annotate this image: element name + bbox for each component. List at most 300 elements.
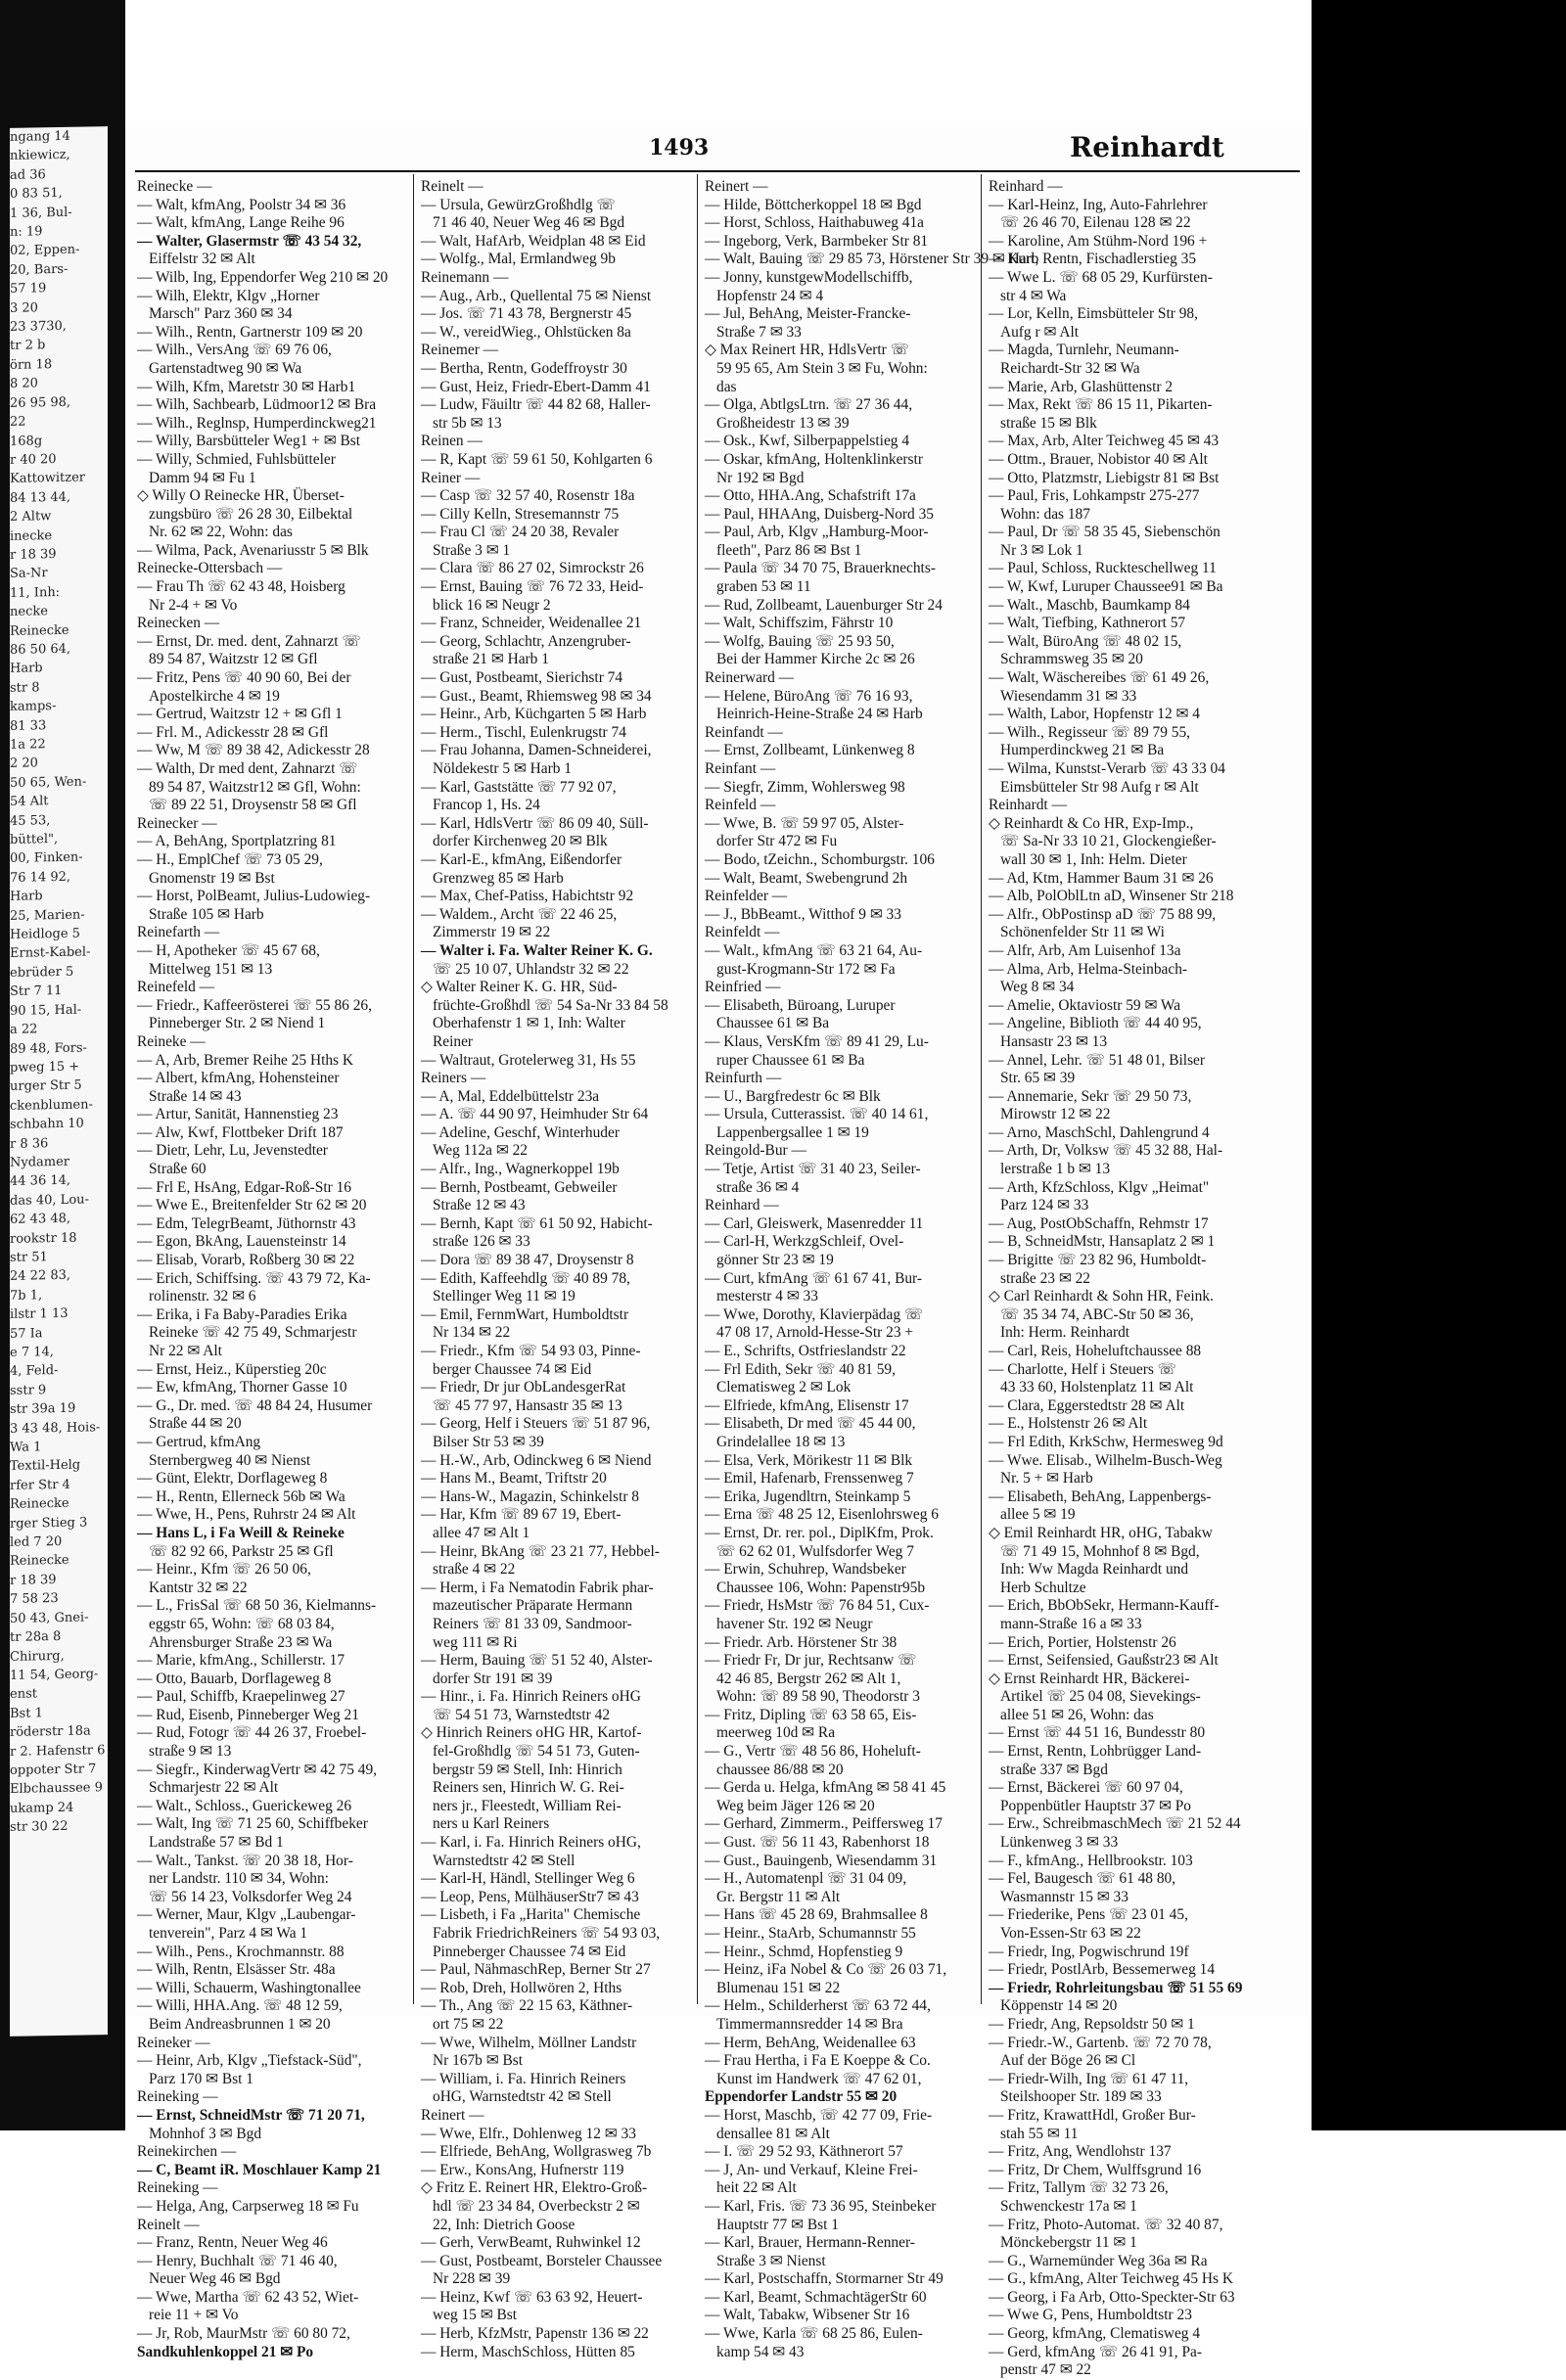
directory-entry: — Elisabeth, BehAng, Lappenbergs- [989, 1488, 1212, 1505]
directory-entry: dorfer Kirchenweg 20 ✉ Blk [433, 833, 608, 850]
directory-entry: — Kurt, Rentn, Fischadlerstieg 35 [989, 251, 1197, 268]
directory-entry: ☏ 35 34 74, ABC-Str 50 ✉ 36, [1000, 1305, 1194, 1323]
adjacent-page-line: 26 95 98, [10, 394, 71, 411]
directory-entry: — Elfriede, kfmAng, Elisenstr 17 [705, 1396, 909, 1414]
adjacent-page-line: r 18 39 [10, 1572, 57, 1588]
directory-entry: — Wilh, Kfm, Maretstr 30 ✉ Harb1 [137, 378, 356, 395]
adjacent-page-line: 25, Marien- [10, 907, 85, 924]
surname-heading: Reinert — [705, 178, 768, 195]
directory-entry: ☏ 26 46 70, Eilenau 128 ✉ 22 [1000, 214, 1191, 232]
directory-entry: — Ottm., Brauer, Nobistor 40 ✉ Alt [989, 450, 1208, 468]
adjacent-page-line: schbahn 10 [10, 1116, 84, 1132]
header-rule [135, 170, 1300, 172]
adjacent-page-line: rookstr 18 [10, 1230, 77, 1247]
adjacent-page-line: 7 58 23 [10, 1591, 59, 1608]
directory-entry: — Cilly Kelln, Stresemannstr 75 [421, 505, 620, 523]
adjacent-page-line: r 40 20 [10, 451, 57, 468]
directory-entry: — Paul, HHAAng, Duisberg-Nord 35 [705, 505, 934, 523]
directory-entry: — Willy, Schmied, Fuhlsbütteler [137, 450, 336, 468]
adjacent-page-line: r 18 39 [10, 546, 57, 563]
directory-entry: — H., Rentn, Ellerneck 56b ✉ Wa [137, 1488, 345, 1505]
directory-entry: — Wwe L. ☏ 68 05 29, Kurfürsten- [989, 268, 1213, 286]
directory-entry: ruper Chaussee 61 ✉ Ba [716, 1051, 865, 1069]
directory-entry: ☏ 45 77 97, Hansastr 35 ✉ 13 [433, 1396, 622, 1414]
directory-entry: — Alfr., ObPostinsp aD ☏ 75 88 99, [989, 905, 1217, 923]
directory-entry: dorfer Str 191 ✉ 39 [433, 1670, 553, 1687]
directory-entry: — Gerh, VerwBeamt, Ruhwinkel 12 [421, 2234, 641, 2252]
surname-heading: Reineker — [137, 2034, 210, 2051]
directory-entry: — Wwe, Elfr., Dohlenweg 12 ✉ 33 [421, 2125, 636, 2142]
adjacent-page-line: Harb [10, 889, 43, 905]
directory-entry: Beim Andreasbrunnen 1 ✉ 20 [149, 2015, 331, 2033]
directory-entry: — Carl, Gleiswerk, Masenredder 11 [705, 1214, 924, 1232]
directory-entry: — Charlotte, Helf i Steuers ☏ [989, 1360, 1176, 1378]
directory-entry: ners jr., Fleestedt, William Rei- [433, 1797, 622, 1814]
directory-entry: — Oskar, kfmAng, Holtenklinkerstr [705, 450, 923, 468]
directory-entry: — Bertha, Rentn, Godeffroystr 30 [421, 359, 627, 377]
directory-entry: ◇ Hinrich Reiners oHG HR, Kartof- [421, 1724, 642, 1742]
directory-entry: Nr 167b ✉ Bst [433, 2052, 523, 2070]
surname-heading: Reinfelder — [705, 888, 788, 905]
adjacent-page-line: tr 28a 8 [10, 1629, 62, 1645]
directory-entry: — Walt, BüroAng ☏ 48 02 15, [989, 632, 1182, 650]
directory-entry: — Herm, i Fa Nematodin Fabrik phar- [421, 1579, 654, 1596]
adjacent-page-line: Reinecke [10, 1553, 69, 1570]
directory-entry: — Gust. ☏ 56 11 43, Rabenhorst 18 [705, 1834, 930, 1852]
directory-entry: Wiesendamm 31 ✉ 33 [1000, 687, 1137, 705]
directory-entry: Mirowstr 12 ✉ 22 [1000, 1106, 1111, 1123]
adjacent-page-line: r 8 36 [10, 1135, 49, 1152]
directory-entry: — E., Holstenstr 26 ✉ Alt [989, 1415, 1148, 1433]
directory-entry: Parz 124 ✉ 33 [1000, 1197, 1089, 1214]
directory-entry: — A, Mal, Eddelbüttelstr 23a [421, 1087, 600, 1105]
directory-entry: — Gertrud, Waitzstr 12 + ✉ Gfl 1 [137, 706, 343, 723]
adjacent-page-line: tr 2 b [10, 338, 46, 354]
directory-entry: — Fritz, Dr Chem, Wulffsgrund 16 [989, 2161, 1202, 2178]
directory-entry: — Lor, Kelln, Eimsbütteler Str 98, [989, 305, 1198, 323]
directory-entry: — Gerhard, Zimmerm., Peiffersweg 17 [705, 1815, 943, 1833]
adjacent-page-line: enst [10, 1686, 37, 1703]
directory-entry: — Paul, Schloss, Ruckteschellweg 11 [989, 560, 1217, 577]
directory-entry: allee 5 ✉ 19 [1000, 1506, 1076, 1524]
directory-entry: ☏ Sa-Nr 33 10 21, Glockengießer- [1000, 833, 1217, 850]
directory-entry: — Tetje, Artist ☏ 31 40 23, Seiler- [705, 1161, 921, 1178]
directory-entry: — Wwe, B. ☏ 59 97 05, Alster- [705, 814, 904, 832]
directory-entry: — Wilh., Rentn, Gartnerstr 109 ✉ 20 [137, 323, 363, 341]
directory-entry: mesterstr 4 ✉ 33 [716, 1288, 818, 1305]
adjacent-page-line: 57 Ia [10, 1325, 43, 1342]
adjacent-page-line: Textil-Helg [10, 1458, 81, 1475]
adjacent-page-line: Nydamer [10, 1154, 70, 1170]
directory-entry: — U., Bargfredestr 6c ✉ Blk [705, 1087, 881, 1105]
adjacent-page-line: inecke [10, 527, 53, 544]
directory-entry: — Frau Th ☏ 62 43 48, Hoisberg [137, 578, 345, 596]
adjacent-page-line: Kattowitzer [10, 470, 86, 487]
directory-entry: — Karoline, Am Stühm-Nord 196 + [989, 232, 1208, 250]
directory-entry: — Har, Kfm ☏ 89 67 19, Ebert- [421, 1506, 622, 1524]
directory-entry: — Annel, Lehr. ☏ 51 48 01, Bilser [989, 1051, 1206, 1069]
directory-entry: rolinenstr. 32 ✉ 6 [149, 1288, 256, 1305]
directory-entry: kamp 54 ✉ 43 [716, 2343, 805, 2360]
directory-entry: — Waltraut, Grotelerweg 31, Hs 55 [421, 1051, 636, 1069]
directory-entry: stah 55 ✉ 11 [1000, 2125, 1079, 2142]
directory-entry: ner Landstr. 110 ✉ 34, Wohn: [149, 1870, 329, 1888]
directory-entry: Neuer Weg 46 ✉ Bgd [149, 2270, 281, 2288]
directory-entry: straße 36 ✉ 4 [716, 1178, 800, 1196]
directory-entry: Apostelkirche 4 ✉ 19 [149, 687, 280, 705]
directory-entry: — Erika, Jugendltrn, Steinkamp 5 [705, 1488, 911, 1505]
directory-entry: — G., kfmAng, Alter Teichweg 45 Hs K [989, 2270, 1233, 2288]
directory-entry: straße 9 ✉ 13 [149, 1743, 232, 1761]
directory-entry: — Ernst, Heiz., Küperstieg 20c [137, 1360, 327, 1378]
directory-entry: — Wilma, Kunstst-Verarb ☏ 43 33 04 [989, 760, 1225, 777]
adjacent-page-line: Bst 1 [10, 1706, 43, 1721]
directory-entry: Bei der Hammer Kirche 2c ✉ 26 [716, 651, 915, 668]
adjacent-page-line: Elbchaussee 9 [10, 1780, 103, 1798]
directory-entry: bergstr 59 ✉ Stell, Inh: Hinrich [433, 1761, 622, 1778]
directory-entry: 47 08 17, Arnold-Hesse-Str 23 + [716, 1324, 914, 1342]
column-divider [981, 174, 982, 2004]
directory-entry: — Heinr, Arb, Klgv „Tiefstack-Süd", [137, 2052, 362, 2070]
directory-entry: Straße 44 ✉ 20 [149, 1415, 242, 1433]
directory-entry: Steilshooper Str. 189 ✉ 33 [1000, 2088, 1162, 2106]
adjacent-page-line: örn 18 [10, 356, 53, 373]
directory-entry: dorfer Str 472 ✉ Fu [716, 833, 838, 850]
surname-heading: Reiner — [421, 469, 481, 486]
directory-entry: Lappenbergsallee 1 ✉ 19 [716, 1123, 869, 1141]
adjacent-page-line: 90 15, Hal- [10, 1002, 82, 1019]
directory-entry: — Paula ☏ 34 70 75, Brauerknechts- [705, 560, 936, 577]
directory-entry: Inh: Herm. Reinhardt [1000, 1324, 1130, 1342]
directory-entry: — Heinr., Kfm ☏ 26 50 06, [137, 1561, 311, 1579]
directory-entry: oHG, Warnstedtstr 42 ✉ Stell [433, 2088, 612, 2106]
adjacent-page-line: 54 Alt [10, 794, 49, 810]
directory-entry: wall 30 ✉ 1, Inh: Helm. Dieter [1000, 850, 1187, 868]
directory-entry: Stellinger Weg 11 ✉ 19 [433, 1288, 576, 1305]
directory-entry: — Werner, Maur, Klgv „Laubengar- [137, 1906, 356, 1924]
directory-entry: — Rud, Eisenb, Pinneberger Weg 21 [137, 1706, 359, 1723]
directory-entry: — R, Kapt ☏ 59 61 50, Kohlgarten 6 [421, 450, 653, 468]
directory-entry: — Wwe, H., Pens, Ruhrstr 24 ✉ Alt [137, 1506, 356, 1524]
directory-entry: ◇ Carl Reinhardt & Sohn HR, Feink. [989, 1288, 1214, 1305]
directory-entry: — Friederike, Pens ☏ 23 01 45, [989, 1906, 1188, 1924]
directory-entry: — Heinr., Arb, Küchgarten 5 ✉ Harb [421, 706, 647, 723]
directory-entry: Reiner [433, 1032, 474, 1050]
column-2 [421, 178, 691, 2360]
directory-entry: — J., BbBeamt., Witthof 9 ✉ 33 [705, 905, 901, 923]
adjacent-page-line: Sa-Nr [10, 566, 48, 582]
directory-entry: — C, Beamt iR. Moschlauer Kamp 21 [137, 2161, 382, 2178]
directory-entry: densallee 81 ✉ Alt [716, 2125, 830, 2142]
directory-entry: — Karl-E., kfmAng, Eißendorfer [421, 850, 622, 868]
directory-entry: eggstr 65, Wohn: ☏ 68 03 84, [149, 1615, 335, 1632]
directory-entry: Marsch" Parz 360 ✉ 34 [149, 305, 293, 323]
directory-entry: — Marie, kfmAng., Schillerstr. 17 [137, 1652, 345, 1670]
directory-entry: Hopfenstr 24 ✉ 4 [716, 287, 824, 304]
adjacent-page-line: 0 83 51, [10, 186, 63, 203]
directory-entry: 89 54 87, Waitzstr12 ✉ Gfl, Wohn: [149, 778, 361, 796]
directory-entry: — Herm, Bauing ☏ 51 52 40, Alster- [421, 1652, 653, 1670]
directory-entry: — Wwe, Dorothy, Klavierpädag ☏ [705, 1305, 924, 1323]
directory-entry: — Aug., Arb., Quellental 75 ✉ Nienst [421, 287, 652, 304]
directory-entry: — Gust, Postbeamt, Sierichstr 74 [421, 669, 623, 687]
adjacent-page-line: ilstr 1 13 [10, 1306, 69, 1323]
adjacent-page-line: Str 7 11 [10, 984, 63, 1000]
directory-entry: — Frau Hertha, i Fa E Koeppe & Co. [705, 2052, 931, 2070]
surname-heading: Reinefarth — [137, 924, 220, 941]
directory-entry: — Jul, BehAng, Meister-Francke- [705, 305, 911, 323]
directory-entry: Hansastr 23 ✉ 13 [1000, 1032, 1108, 1050]
directory-entry: — Karl, Brauer, Hermann-Renner- [705, 2234, 915, 2252]
directory-entry: — Arno, MaschSchl, Dahlengrund 4 [989, 1123, 1210, 1141]
directory-entry: — Friedr Fr, Dr jur, Rechtsanw ☏ [705, 1652, 917, 1670]
directory-entry: — Walt, Ing ☏ 71 25 60, Schiffbeker [137, 1815, 368, 1833]
adjacent-page-line: Harb [10, 661, 43, 677]
directory-entry: — Ernst, Dr. med. dent, Zahnarzt ☏ [137, 632, 361, 650]
directory-entry: ☏ 25 10 07, Uhlandstr 32 ✉ 22 [433, 960, 629, 978]
directory-entry: str 4 ✉ Wa [1000, 287, 1067, 304]
directory-entry: Weg beim Jäger 126 ✉ 20 [716, 1797, 875, 1814]
surname-heading: Reinekirchen — [137, 2143, 237, 2161]
directory-entry: — Fritz, Photo-Automat. ☏ 32 40 87, [989, 2216, 1223, 2233]
directory-entry: ◇ Fritz E. Reinert HR, Elektro-Groß- [421, 2179, 648, 2197]
directory-entry: weg 15 ✉ Bst [433, 2307, 518, 2324]
directory-entry: Francop 1, Hs. 24 [433, 797, 540, 814]
directory-entry: Schwenckestr 17a ✉ 1 [1000, 2197, 1137, 2215]
directory-entry: — Artur, Sanität, Hannenstieg 23 [137, 1106, 339, 1123]
directory-entry: Schmarjestr 22 ✉ Alt [149, 1779, 279, 1797]
adjacent-page-line: Reinecke [10, 1496, 69, 1513]
directory-entry: — Jos. ☏ 71 43 78, Bergnerstr 45 [421, 305, 632, 323]
directory-entry: — A, Arb, Bremer Reihe 25 Hths K [137, 1051, 353, 1069]
directory-entry: — Georg, Schlachtr, Anzengruber- [421, 632, 631, 650]
adjacent-page-line: Reinecke [10, 622, 69, 639]
directory-entry: — Rud, Zollbeamt, Lauenburger Str 24 [705, 596, 943, 614]
directory-entry: — Friedr, Ang, Repsoldstr 50 ✉ 1 [989, 2015, 1195, 2033]
directory-entry: — Wilb, Ing, Eppendorfer Weg 210 ✉ 20 [137, 268, 389, 286]
adjacent-page-line: 50 65, Wen- [10, 774, 87, 791]
surname-heading: Reinhardt — [989, 797, 1067, 814]
directory-entry: Mittelweg 151 ✉ 13 [149, 960, 273, 978]
directory-entry: Lünkenweg 3 ✉ 33 [1000, 1834, 1119, 1852]
directory-entry: — Herm., Tischl, Eulenkrugstr 74 [421, 723, 626, 741]
directory-entry: — Elisabeth, Büroang, Luruper [705, 996, 896, 1014]
directory-entry: Wohn: ☏ 89 58 90, Theodorstr 3 [716, 1688, 920, 1706]
adjacent-page-line: str 30 22 [10, 1818, 69, 1836]
directory-entry: Grenzweg 85 ✉ Harb [433, 869, 564, 887]
directory-entry: — Horst, Maschb, ☏ 42 77 09, Frie- [705, 2106, 933, 2124]
directory-entry: — Ursula, GewürzGroßhdlg ☏ [421, 196, 616, 213]
adjacent-page-line: necke [10, 604, 48, 620]
surname-heading: Reinfeldt — [705, 924, 780, 941]
directory-entry: — Georg, Helf i Steuers ☏ 51 87 96, [421, 1415, 651, 1433]
directory-entry: — Annemarie, Sekr ☏ 29 50 73, [989, 1087, 1192, 1105]
directory-entry: — Osk., Kwf, Silberpappelstieg 4 [705, 433, 910, 450]
directory-entry: lerstraße 1 b ✉ 13 [1000, 1161, 1111, 1178]
directory-entry: — Wilh., Pens., Krochmannstr. 88 [137, 1943, 345, 1960]
directory-entry: — Adeline, Geschf, Winterhuder [421, 1123, 620, 1141]
directory-entry: — Fritz, Pens ☏ 40 90 60, Bei der [137, 669, 351, 687]
directory-entry: — Helga, Ang, Carpserweg 18 ✉ Fu [137, 2197, 359, 2215]
directory-entry: — Emil, FernmWart, Humboldtstr [421, 1305, 629, 1323]
adjacent-page-line: 4, Feld- [10, 1363, 59, 1380]
adjacent-page-line: rfer Str 4 [10, 1477, 70, 1493]
directory-entry: Reiners sen, Hinrich W. G. Rei- [433, 1779, 624, 1797]
directory-entry: — Karl, Beamt, SchmachtägerStr 60 [705, 2288, 927, 2306]
directory-entry: — Walt, Schiffszim, Fährstr 10 [705, 615, 894, 632]
adjacent-page-line: 76 14 92, [10, 869, 71, 886]
directory-entry: — Jonny, kunstgewModellschiffb, [705, 268, 913, 286]
directory-entry: — Walt, kfmAng, Poolstr 34 ✉ 36 [137, 196, 346, 213]
directory-entry: — Wilh, Sachbearb, Lüdmoor12 ✉ Bra [137, 396, 377, 414]
surname-heading: Reinert — [421, 2106, 484, 2124]
directory-entry: — L., FrisSal ☏ 68 50 36, Kielmanns- [137, 1597, 377, 1615]
directory-entry: — Friedr-Wilh, Ing ☏ 61 47 11, [989, 2070, 1189, 2087]
directory-entry: Eimsbütteler Str 98 Aufg r ✉ Alt [1000, 778, 1199, 796]
directory-entry: Oberhafenstr 1 ✉ 1, Inh: Walter [433, 1015, 625, 1032]
directory-entry: weg 111 ✉ Ri [433, 1633, 518, 1651]
directory-entry: — Bernh, Kapt ☏ 61 50 92, Habicht- [421, 1214, 653, 1232]
directory-entry: — Otto, Platzmstr, Liebigstr 81 ✉ Bst [989, 469, 1220, 486]
directory-entry: — Th., Ang ☏ 22 15 63, Käthner- [421, 1997, 633, 2015]
adjacent-page-line: kamps- [10, 699, 57, 715]
adjacent-page-line: ckenblumen- [10, 1097, 93, 1114]
directory-entry: — Friedr, Ing, Pogwischrund 19f [989, 1943, 1189, 1960]
surname-heading: Reinemer — [421, 342, 499, 359]
directory-entry: das [716, 378, 737, 395]
directory-entry: — Albert, kfmAng, Hohensteiner [137, 1070, 340, 1087]
adjacent-page-line: 3 43 48, Hois- [10, 1419, 101, 1437]
directory-entry: 59 95 65, Am Stein 3 ✉ Fu, Wohn: [716, 359, 928, 377]
directory-entry: 42 46 85, Bergstr 262 ✉ Alt 1, [716, 1670, 901, 1687]
directory-entry: Straße 12 ✉ 43 [433, 1197, 526, 1214]
directory-entry: zungsbüro ☏ 26 28 30, Eilbektal [149, 505, 353, 523]
directory-entry: Chaussee 61 ✉ Ba [716, 1015, 830, 1032]
adjacent-page-line: 02, Eppen- [10, 243, 80, 259]
directory-entry: — Siegfr., KinderwagVertr ✉ 42 75 49, [137, 1761, 377, 1778]
directory-entry: — Wolfg., Mal, Ermlandweg 9b [421, 251, 616, 268]
directory-entry: Nr 3 ✉ Lok 1 [1000, 541, 1083, 559]
directory-entry: — Alfr, Arb, Am Luisenhof 13a [989, 941, 1181, 959]
adjacent-page-line: 11, Inh: [10, 584, 61, 601]
adjacent-page-line: nkiewicz, [10, 148, 70, 164]
directory-entry: ☏ 71 49 15, Mohnhof 8 ✉ Bgd, [1000, 1542, 1200, 1560]
directory-entry: — Erw., KonsAng, Hufnerstr 119 [421, 2161, 624, 2178]
directory-entry: — Erich, Portier, Holstenstr 26 [989, 1633, 1176, 1651]
adjacent-page-line: ad 36 [10, 167, 46, 183]
directory-entry: — Alfr., Ing., Wagnerkoppel 19b [421, 1161, 620, 1178]
directory-entry: — Erich, BbObSekr, Hermann-Kauff- [989, 1597, 1220, 1615]
directory-entry: — A, BehAng, Sportplatzring 81 [137, 833, 337, 850]
directory-entry: — Heinr., StaArb, Schumannstr 55 [705, 1925, 916, 1942]
directory-entry: — Erika, i Fa Baby-Paradies Erika [137, 1305, 347, 1323]
directory-entry: 89 54 87, Waitzstr 12 ✉ Gfl [149, 651, 318, 668]
directory-entry: — Walt, Bauing ☏ 29 85 73, Hörstener Str 39 ✉ Harb [705, 251, 1039, 268]
directory-entry: — Elisab, Vorarb, Roßberg 30 ✉ 22 [137, 1252, 355, 1269]
directory-entry: Eppendorfer Landstr 55 ✉ 20 [705, 2088, 898, 2106]
directory-entry: — Dora ☏ 89 38 47, Droysenstr 8 [421, 1252, 634, 1269]
directory-entry: — Angeline, Biblioth ☏ 44 40 95, [989, 1015, 1202, 1032]
directory-entry: — Paul, Fris, Lohkampstr 275-277 [989, 487, 1200, 505]
directory-entry: — Elsa, Verk, Mörikestr 11 ✉ Blk [705, 1451, 913, 1469]
directory-entry: — Jr, Rob, MaurMstr ☏ 60 80 72, [137, 2325, 350, 2343]
adjacent-page-line: ukamp 24 [10, 1800, 74, 1816]
directory-entry: Reichardt-Str 32 ✉ Wa [1000, 359, 1140, 377]
directory-entry: Bilser Str 53 ✉ 39 [433, 1433, 544, 1450]
column-divider [697, 174, 698, 2004]
directory-entry: ners u Karl Reiners [433, 1815, 550, 1833]
directory-entry: — Ernst, Bauing ☏ 76 72 33, Heid- [421, 578, 644, 596]
directory-entry: — Gust., Bauingenb, Wiesendamm 31 [705, 1852, 938, 1869]
directory-entry: — H.-W., Arb, Odinckweg 6 ✉ Niend [421, 1451, 652, 1469]
adjacent-page-line: 24 22 83, [10, 1268, 71, 1285]
directory-entry: — Ernst, Bäckerei ☏ 60 97 04, [989, 1779, 1183, 1797]
directory-entry: Weg 112a ✉ 22 [433, 1142, 528, 1160]
directory-entry: Straße 105 ✉ Harb [149, 905, 264, 923]
adjacent-page-line: 7b 1, [10, 1288, 43, 1304]
directory-entry: — Max, Rekt ☏ 86 15 11, Pikarten- [989, 396, 1213, 414]
surname-heading: Reinfeld — [705, 797, 776, 814]
directory-entry: — Helm., Schilderherst ☏ 63 72 44, [705, 1997, 931, 2015]
directory-entry: — Gerd, kfmAng ☏ 26 41 91, Pa- [989, 2343, 1203, 2360]
directory-entry: ☏ 56 14 23, Volksdorfer Weg 24 [149, 1888, 352, 1905]
directory-entry: — Ingeborg, Verk, Barmbeker Str 81 [705, 232, 929, 250]
adjacent-page-line: das 40, Lou- [10, 1192, 89, 1209]
directory-entry: — Wwe E., Breitenfelder Str 62 ✉ 20 [137, 1197, 367, 1214]
adjacent-page-line: 00, Finken- [10, 850, 83, 867]
surname-heading: Reinecke-Ottersbach — [137, 560, 283, 577]
directory-entry: straße 337 ✉ Bgd [1000, 1761, 1108, 1778]
directory-entry: ◇ Reinhardt & Co HR, Exp-Imp., [989, 814, 1194, 832]
directory-entry: allee 51 ✉ 26, Wohn: das [1000, 1706, 1154, 1723]
directory-entry: — Walt., Maschb, Baumkamp 84 [989, 596, 1190, 614]
directory-entry: chaussee 86/88 ✉ 20 [716, 1761, 844, 1778]
directory-entry: penstr 47 ✉ 22 [1000, 2361, 1091, 2379]
directory-entry: Sternbergweg 40 ✉ Nienst [149, 1451, 311, 1469]
directory-entry: — Wwe, Wilhelm, Möllner Landstr [421, 2034, 637, 2051]
surname-heading: Reineking — [137, 2088, 218, 2106]
directory-entry: — Bodo, tZeichn., Schomburgstr. 106 [705, 850, 935, 868]
directory-entry: Nöldekestr 5 ✉ Harb 1 [433, 760, 572, 777]
directory-entry: — Walth, Dr med dent, Zahnarzt ☏ [137, 760, 358, 777]
directory-entry: — Horst, PolBeamt, Julius-Ludowieg- [137, 888, 371, 905]
directory-entry: — H., Automatenpl ☏ 31 04 09, [705, 1870, 907, 1888]
directory-entry: — Henry, Buchhalt ☏ 71 46 40, [137, 2252, 338, 2269]
directory-entry: Nr 22 ✉ Alt [149, 1343, 222, 1359]
directory-entry: — Hans ☏ 45 28 69, Brahmsallee 8 [705, 1906, 928, 1924]
directory-entry: — G., Dr. med. ☏ 48 84 24, Husumer [137, 1396, 373, 1414]
directory-entry: — Brigitte ☏ 23 82 96, Humboldt- [989, 1252, 1207, 1269]
directory-entry: Straße 3 ✉ Nienst [716, 2252, 826, 2269]
surname-heading: Reinerward — [705, 669, 795, 687]
directory-entry: — Ew, kfmAng, Thorner Gasse 10 [137, 1379, 347, 1396]
column-divider [413, 174, 414, 2004]
directory-entry: Warnstedtstr 42 ✉ Stell [433, 1852, 576, 1869]
directory-entry: — Casp ☏ 32 57 40, Rosenstr 18a [421, 487, 635, 505]
directory-entry: Gartenstadtweg 90 ✉ Wa [149, 359, 302, 377]
directory-entry: — Klaus, VersKfm ☏ 89 41 29, Lu- [705, 1032, 929, 1050]
directory-entry: straße 126 ✉ 33 [433, 1233, 530, 1251]
directory-entry: — Friedr. Arb. Hörstener Str 38 [705, 1633, 898, 1651]
directory-entry: — Friedr, PostlArb, Bessemerweg 14 [989, 1961, 1216, 1979]
directory-entry: — Horst, Schloss, Haithabuweg 41a [705, 214, 924, 232]
directory-entry: Mohnhof 3 ✉ Bgd [149, 2125, 262, 2142]
directory-entry: mazeutischer Präparate Hermann [433, 1597, 633, 1615]
surname-heading: Reineking — [137, 2179, 218, 2197]
directory-entry: gust-Krogmann-Str 172 ✉ Fa [716, 960, 896, 978]
directory-entry: — Frl E, HsAng, Edgar-Roß-Str 16 [137, 1178, 351, 1196]
surname-heading: Reinhard — [989, 178, 1063, 195]
